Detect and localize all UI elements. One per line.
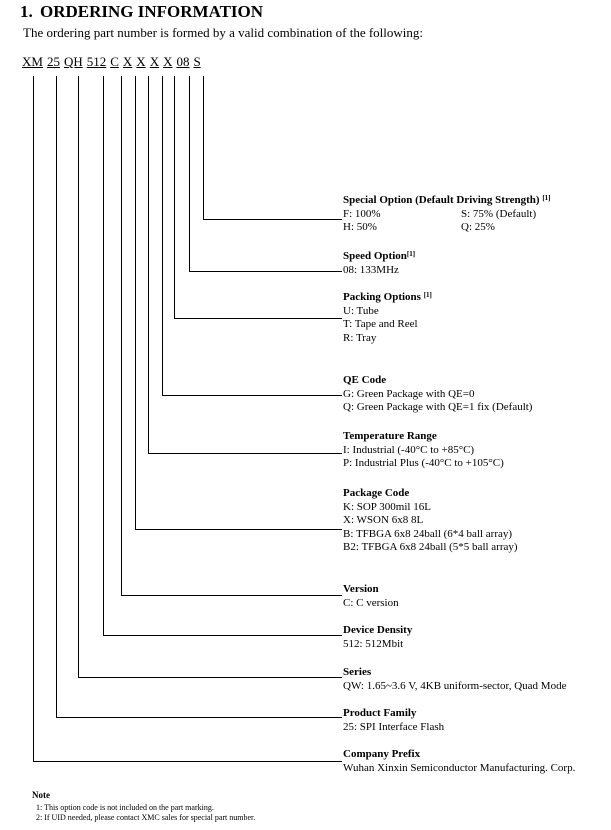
option-temperature: Temperature Range I: Industrial (-40°C to +85°C) P: Industrial Plus (-40°C to +105°C) — [343, 430, 504, 469]
connector-temperature — [149, 76, 343, 454]
connector-package — [136, 76, 343, 530]
connector-company — [34, 76, 343, 762]
option-company-prefix: Company Prefix Wuhan Xinxin Semiconductor Manufacturing. Corp. — [343, 748, 576, 774]
option-title: Product Family — [343, 707, 417, 719]
option-title: Packing Options [1] — [343, 291, 432, 303]
option-version: Version C: C version — [343, 583, 399, 609]
code-packing: X — [163, 54, 173, 69]
note-line-1: 1: This option code is not included on the part marking. — [36, 803, 214, 812]
code-series: QH — [63, 54, 83, 69]
connector-density — [104, 76, 343, 636]
option-title: Version — [343, 583, 379, 595]
option-speed: Speed Option[1] 08: 133MHz — [343, 250, 416, 276]
code-special: S — [193, 54, 201, 69]
connector-special — [204, 76, 343, 220]
code-version: C — [110, 54, 119, 69]
code-speed: 08 — [176, 54, 190, 69]
option-title: Special Option (Default Driving Strength) [1] — [343, 194, 551, 206]
code-qe: X — [149, 54, 160, 69]
option-title: Temperature Range — [343, 430, 437, 442]
option-device-density: Device Density 512: 512Mbit — [343, 624, 413, 650]
section-heading: 1. ORDERING INFORMATION — [20, 2, 264, 21]
option-title: Series — [343, 666, 372, 678]
option-title: Speed Option[1] — [343, 250, 416, 262]
note-line-2: 2: If UID needed, please contact XMC sales for special part number. — [36, 813, 256, 822]
code-package: X — [122, 54, 133, 69]
option-special: Special Option (Default Driving Strength) [1] F: 100% S: 75% (Default) H: 50% Q: 25% — [343, 194, 551, 233]
connector-version — [122, 76, 343, 596]
connector-series — [79, 76, 343, 678]
option-title: Package Code — [343, 487, 410, 499]
option-product-family: Product Family 25: SPI Interface Flash — [343, 707, 445, 733]
note-title: Note — [32, 790, 50, 800]
code-device-density: 512 — [86, 54, 107, 69]
code-product-family: 25 — [46, 54, 60, 69]
connector-family — [57, 76, 343, 718]
option-package-code: Package Code K: SOP 300mil 16L X: WSON 6x8 8L B: TFBGA 6x8 24ball (6*4 ball array) B2: TFBGA 6x8 24ball (5*5 ball array) — [343, 487, 518, 553]
option-title: Company Prefix — [343, 748, 421, 760]
option-qe-code: QE Code G: Green Package with QE=0 Q: Green Package with QE=1 fix (Default) — [343, 374, 533, 413]
option-series: Series QW: 1.65~3.6 V, 4KB uniform-sector, Quad Mode — [343, 666, 567, 692]
code-company-prefix: XM — [22, 54, 43, 69]
connector-speed — [190, 76, 343, 272]
connector-packing — [175, 76, 343, 319]
option-title: Device Density — [343, 624, 413, 636]
code-temperature: X — [136, 54, 146, 69]
option-title: QE Code — [343, 374, 387, 386]
intro-text: The ordering part number is formed by a valid combination of the following: — [23, 25, 424, 40]
option-packing: Packing Options [1] U: Tube T: Tape and Reel R: Tray — [343, 291, 432, 344]
